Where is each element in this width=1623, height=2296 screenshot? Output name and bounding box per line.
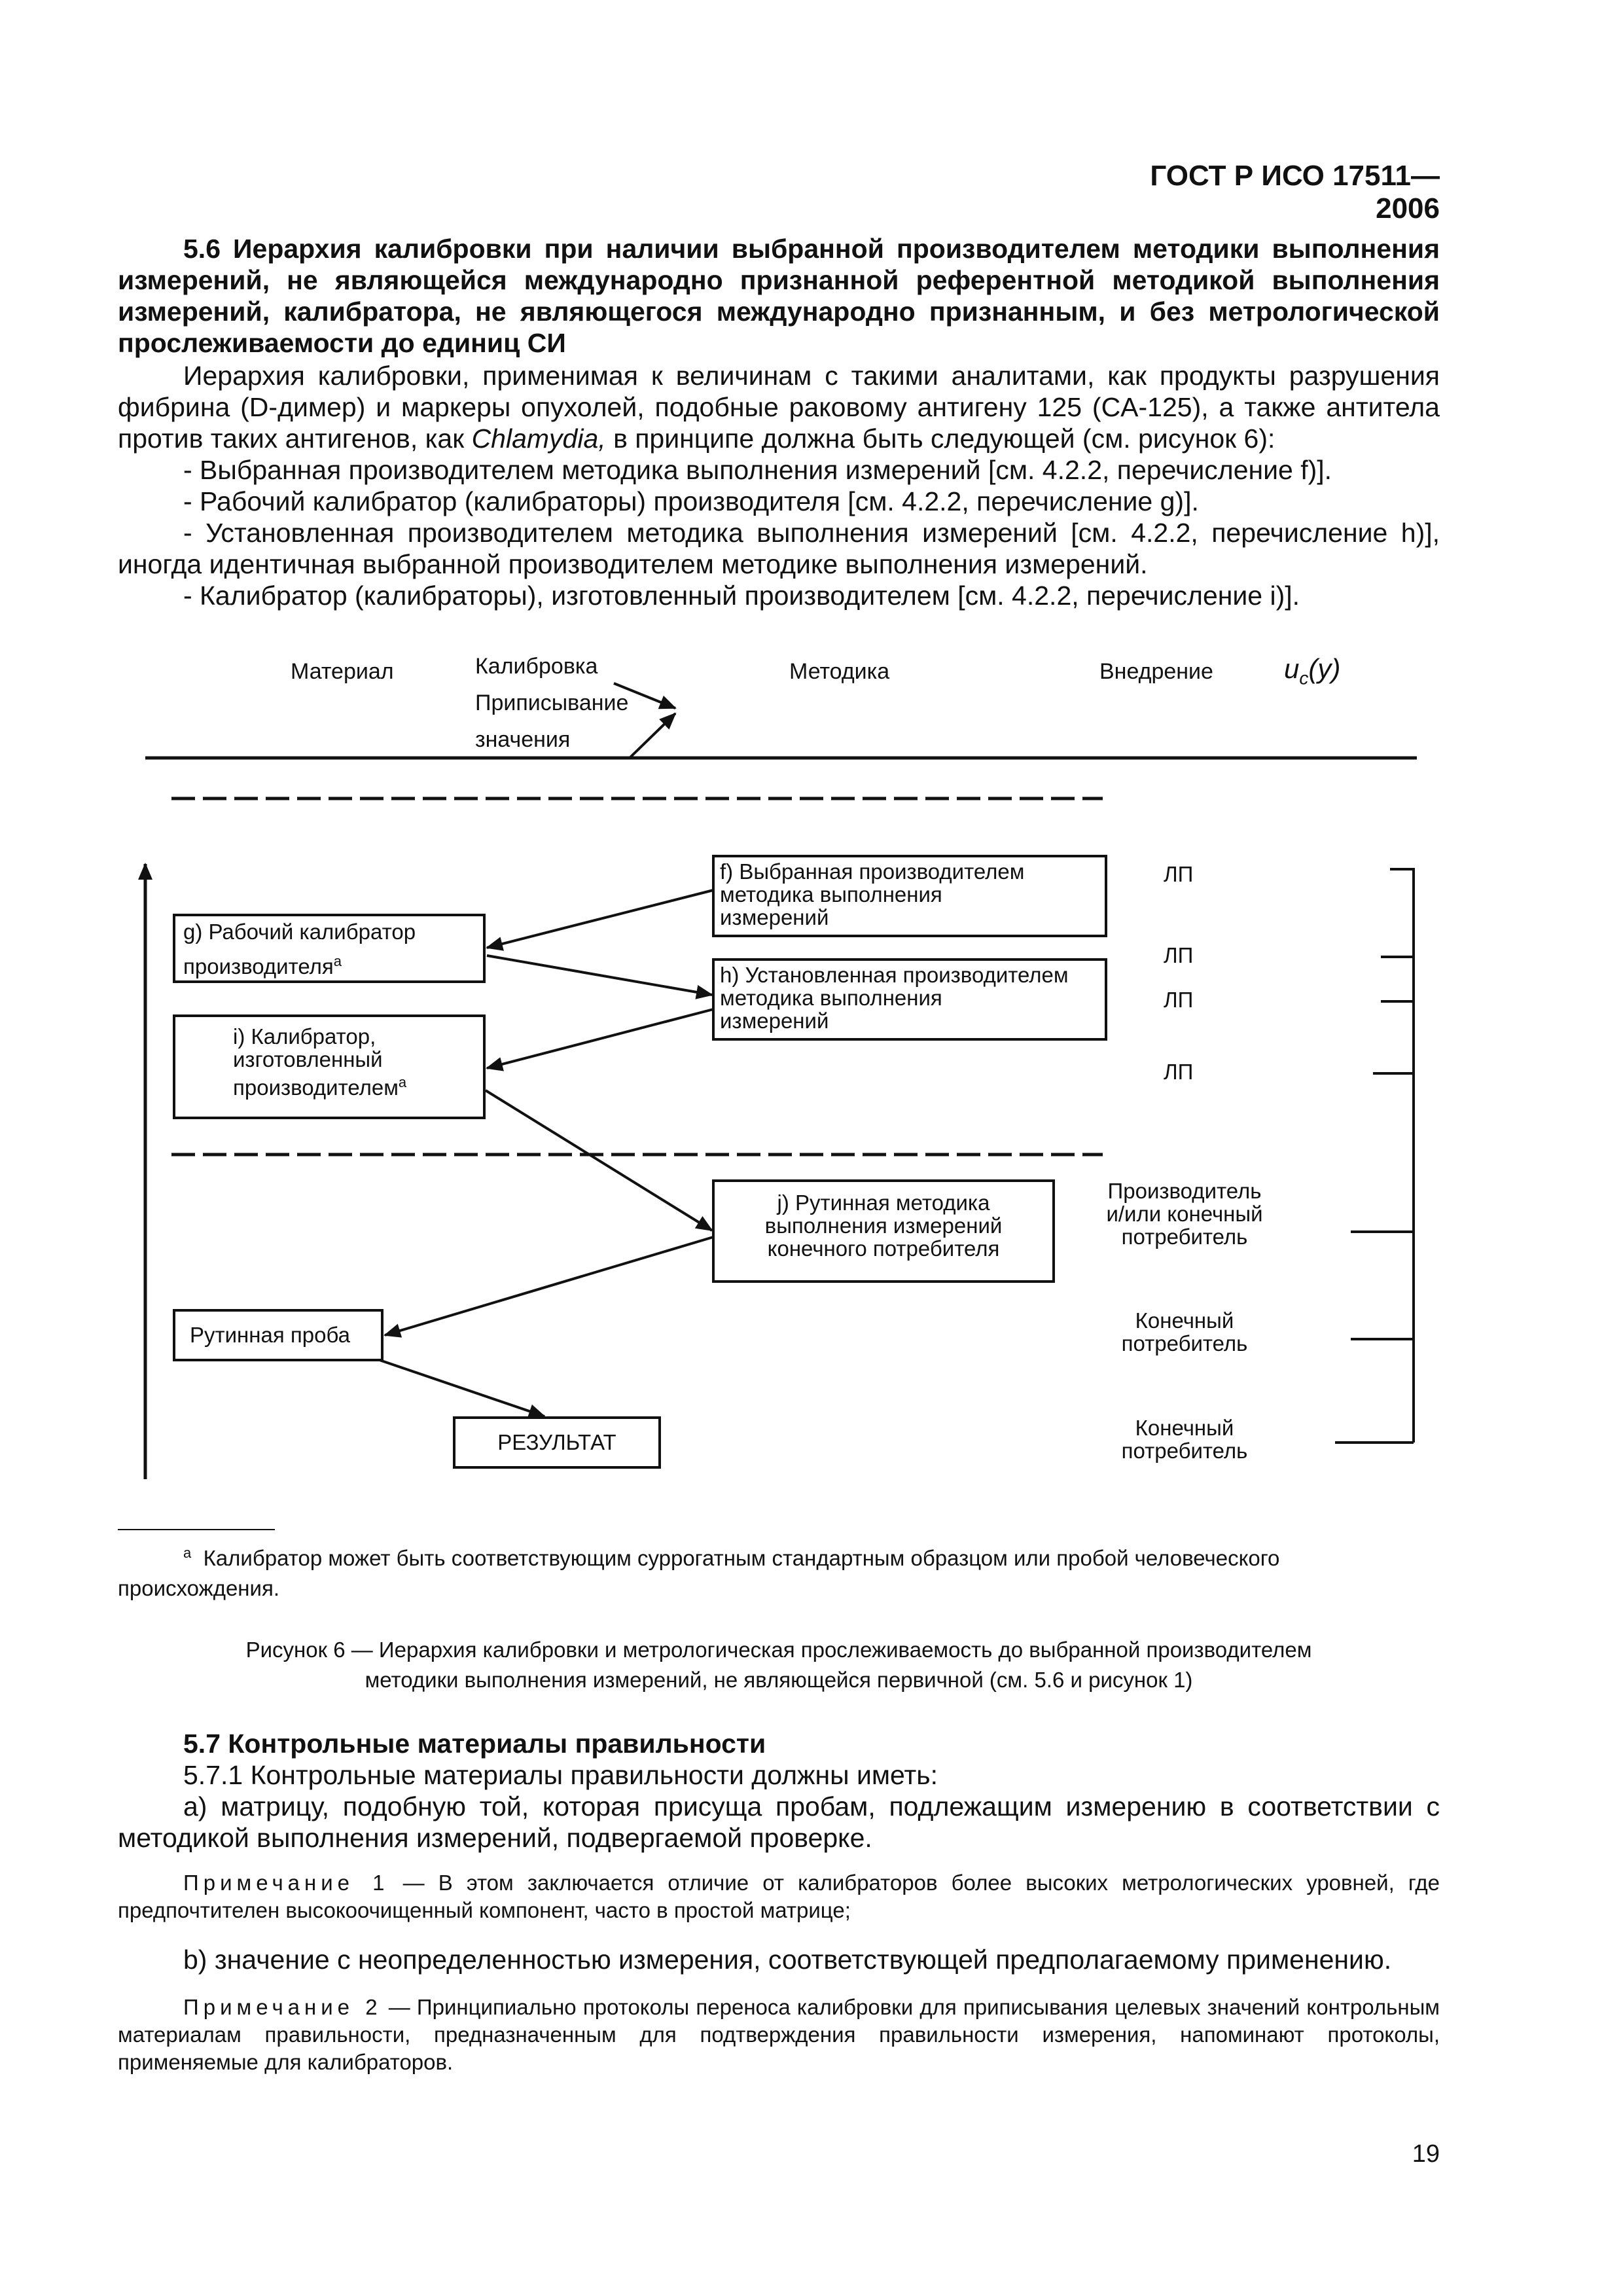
box-j [713, 1191, 1054, 1260]
label-manufacturer-or-end-user [1073, 1179, 1296, 1248]
header-uncertainty [1284, 653, 1340, 689]
footnote-rule [118, 1529, 275, 1530]
box-f-line-1: f) Выбранная производителем [720, 859, 1025, 884]
document-code: ГОСТ Р ИСО 17511—2006 [1150, 160, 1440, 224]
note-1-label: Примечание 1 [183, 1871, 389, 1895]
box-g [183, 920, 416, 978]
figure-caption [118, 1635, 1440, 1695]
note-2-label: Примечание 2 [183, 1995, 382, 2019]
note-1-text: — В этом заключается отличие от калибраторов более высоких метрологических уровней, где предпочтителен высокоочищенный компонент, часто в простой матрице; [118, 1871, 1440, 1922]
header-material: Материал [291, 659, 394, 684]
footnote-text: Калибратор может быть соответствующим суррогатным стандартным образцом или пробой человеческого происхождения. [118, 1546, 1280, 1600]
arrow-f-to-g [487, 890, 713, 948]
box-j-line-1: j) Рутинная методика [777, 1191, 990, 1215]
label-lp-2: ЛП [1164, 943, 1194, 967]
label-lp-1: ЛП [1164, 862, 1194, 886]
footnote-mark-g: a [333, 953, 342, 969]
box-f [720, 860, 1106, 929]
arrow-h-to-i [487, 1009, 713, 1068]
page-number: 19 [1412, 2140, 1440, 2168]
box-h [720, 963, 1106, 1032]
label-manufacturer-line-1: Производитель [1107, 1179, 1262, 1203]
label-lp-4: ЛП [1164, 1060, 1194, 1084]
box-g-line-2: производителя [183, 954, 334, 978]
box-routine-sample: Рутинная проба [190, 1323, 350, 1347]
uncertainty-u: u [1284, 653, 1300, 684]
list-item-f: - Выбранная производителем методика выполнения измерений [см. 4.2.2, перечисление f)]. [183, 455, 1332, 485]
list-item-i: - Калибратор (калибраторы), изготовленный производителем [см. 4.2.2, перечисление i)]. [183, 581, 1300, 611]
label-end-user-1 [1073, 1309, 1296, 1355]
box-j-line-2: выполнения измерений [764, 1213, 1003, 1238]
item-a: a) матрицу, подобную той, которая присуща пробам, подлежащим измерению в соответствии с методикой выполнения измерений, подвергаемой проверке. [118, 1791, 1440, 1853]
box-i-line-3: производителем [233, 1075, 399, 1100]
box-result: РЕЗУЛЬТАТ [497, 1430, 616, 1454]
footnote [118, 1538, 1440, 1604]
paragraph-italic-term: Chlamydia, [471, 423, 606, 454]
figure-6-diagram [0, 641, 1623, 1492]
label-end-user-2-line-1: Конечный [1135, 1416, 1234, 1440]
paragraph-text-end: в принципе должна быть следующей (см. рисунок 6): [605, 423, 1275, 454]
label-end-user-2 [1073, 1416, 1296, 1462]
box-h-line-3: измерений [720, 1009, 829, 1033]
box-f-line-2: методика выполнения [720, 882, 942, 906]
header-assignment-2: значения [475, 727, 571, 752]
label-manufacturer-line-2: и/или конечный [1106, 1202, 1263, 1226]
section-5-6-paragraph [118, 360, 1440, 454]
box-j-line-3: конечного потребителя [767, 1236, 1000, 1261]
arrow-routine-to-result [380, 1360, 544, 1416]
label-end-user-1-line-1: Конечный [1135, 1308, 1234, 1333]
note-1 [118, 1869, 1440, 1924]
list-item-g: - Рабочий калибратор (калибраторы) производителя [см. 4.2.2, перечисление g)]. [183, 486, 1199, 516]
footnote-mark-i: a [398, 1074, 407, 1090]
box-i [233, 1025, 406, 1099]
label-end-user-2-line-2: потребитель [1121, 1439, 1248, 1463]
box-h-line-1: h) Установленная производителем [720, 963, 1069, 987]
arrow-j-to-routine [385, 1237, 713, 1335]
box-g-line-1: g) Рабочий калибратор [183, 920, 416, 944]
header-assignment-1: Приписывание [475, 691, 629, 715]
note-2-text: — Принципиально протоколы переноса калибровки для приписывания целевых значений контрольным материалам правильности, предназначенным для подтверждения правильности измерения, напоминают протоколы, применяемые для калибраторов. [118, 1995, 1440, 2074]
arrow-i-to-j [486, 1090, 712, 1230]
footnote-mark: a [183, 1545, 192, 1561]
header-implementation: Внедрение [1099, 659, 1213, 684]
item-b: b) значение с неопределенностью измерения, соответствующей предполагаемому применению. [183, 1945, 1392, 1975]
figure-caption-line-2: методики выполнения измерений, не являющейся первичной (см. 5.6 и рисунок 1) [365, 1668, 1193, 1692]
paragraph-text-start: Иерархия калибровки, применимая к величинам с такими аналитами, как продукты разрушения фибрина (D-димер) и маркеры опухолей, подобные раковому антигену 125 (CA-125), а также антитела против таких антигенов, как [118, 361, 1440, 454]
header-calibration: Калибровка [475, 654, 598, 679]
uncertainty-subscript: c [1299, 668, 1309, 689]
list-item-h: - Установленная производителем методика выполнения измерений [см. 4.2.2, перечисление h)], иногда идентичная выбранной производителем методике выполнения измерений. [118, 518, 1440, 579]
box-f-line-3: измерений [720, 905, 829, 929]
box-i-line-2: изготовленный [233, 1047, 383, 1071]
box-i-line-1: i) Калибратор, [233, 1024, 376, 1049]
uncertainty-y: (y) [1308, 653, 1341, 684]
note-2 [118, 1994, 1440, 2076]
box-h-line-2: методика выполнения [720, 986, 942, 1010]
label-end-user-1-line-2: потребитель [1121, 1331, 1248, 1355]
assignment-arrow [630, 713, 675, 758]
figure-caption-line-1: Рисунок 6 — Иерархия калибровки и метрологическая прослеживаемость до выбранной производителем [245, 1638, 1312, 1662]
section-5-6-title: 5.6 Иерархия калибровки при наличии выбранной производителем методики выполнения измерений, не являющейся международно признанной референтной методикой выполнения измерений, калибратора, не являющегося международно признанным, и без метрологической прослеживаемости до единиц СИ [118, 234, 1440, 358]
label-manufacturer-line-3: потребитель [1121, 1225, 1248, 1249]
section-5-7-1: 5.7.1 Контрольные материалы правильности должны иметь: [183, 1760, 938, 1790]
label-lp-3: ЛП [1164, 988, 1194, 1012]
arrow-g-to-h [487, 956, 712, 995]
section-5-7-title: 5.7 Контрольные материалы правильности [183, 1729, 766, 1759]
header-method: Методика [789, 659, 890, 684]
